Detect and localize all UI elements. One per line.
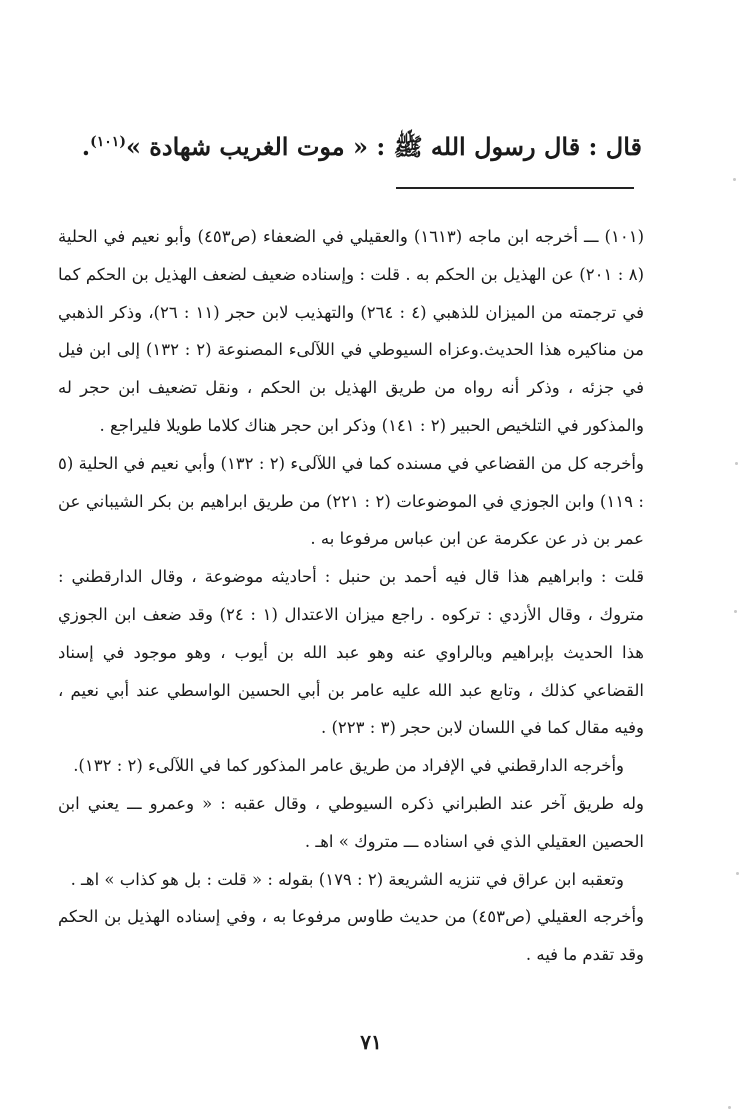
footnotes-block <box>58 218 644 974</box>
footnote-paragraph: (١٠١) ـــ أخرجه ابن ماجه (١٦١٣) والعقيلي في الضعفاء (ص٤٥٣) وأبو نعيم في الحلية (٨ : ٢٠١) عن الهذيل بن الحكم به . قلت : وإسناده ضعيف لضعف الهذيل بن الحكم كما في ترجمته من الميزان للذهبي (٤ : ٢٦٤) والتهذيب لابن حجر (١١ : ٢٦)، وذكر الذهبي من مناكيره هذا الحديث.وعزاه السيوطي في اللآلىء المصنوعة (٢ : ١٣٢) إلى ابن فيل في جزئه ، وذكر أنه رواه من طريق الهذيل بن الحكم ، ونقل تضعيف ابن حجر له والمذكور في التلخيص الحبير (٢ : ١٤١) وذكر ابن حجر هناك كلاما طويلا فليراجع . <box>58 227 644 435</box>
footnote-paragraph: وتعقبه ابن عراق في تنزيه الشريعة (٢ : ١٧٩) بقوله : « قلت : بل هو كذاب » اهـ . <box>70 869 624 889</box>
footnote-paragraph: وأخرجه الدارقطني في الإفراد من طريق عامر المذكور كما في اللآلىء (٢ : ١٣٢). <box>73 756 624 776</box>
scan-speck <box>728 1106 731 1109</box>
hadith-heading <box>82 122 642 167</box>
footnote-reference[interactable]: (١٠١) <box>90 134 126 150</box>
page-number: ٧١ <box>360 1030 382 1054</box>
scan-speck <box>736 872 739 875</box>
footnote-separator <box>396 187 634 189</box>
footnote-paragraph: قلت : وابراهيم هذا قال فيه أحمد بن حنبل : أحاديثه موضوعة ، وقال الدارقطني : متروك ، وقال الأزدي : تركوه . راجع ميزان الاعتدال (١ : ٢٤) وقد ضعف ابن الجوزي هذا الحديث بإبراهيم وبالراوي عنه وهو عبد الله بن أيوب ، وهو موجود في إسناد القضاعي كذلك ، وتابع عبد الله عليه عامر بن أبي الحسين الواسطي عند أبي نعيم ، وفيه مقال كما في اللسان لابن حجر (٣ : ٢٢٣) . <box>58 567 645 738</box>
scan-speck <box>734 610 737 613</box>
scan-speck <box>733 178 736 181</box>
scan-speck <box>735 462 738 465</box>
heading-end-dot: . <box>81 132 91 161</box>
footnote-paragraph: وأخرجه العقيلي (ص٤٥٣) من حديث طاوس مرفوعا به ، وفي إسناده الهذيل بن الحكم وقد تقدم ما فيه . <box>58 907 645 965</box>
footnote-paragraph: وأخرجه كل من القضاعي في مسنده كما في اللآلىء (٢ : ١٣٢) وأبي نعيم في الحلية (٥ : ١١٩) وابن الجوزي في الموضوعات (٢ : ٢٢١) من طريق ابراهيم بن بكر الشيباني عن عمر بن ذر عن عكرمة عن ابن عباس مرفوعا به . <box>58 453 644 549</box>
hadith-text: قال : قال رسول الله ﷺ : « موت الغريب شهادة » <box>125 132 642 161</box>
footnote-paragraph: وله طريق آخر عند الطبراني ذكره السيوطي ، وقال عقبه : « وعمرو ـــ يعني ابن الحصين العقيلي الذي في اسناده ـــ متروك » اهـ . <box>58 793 644 851</box>
